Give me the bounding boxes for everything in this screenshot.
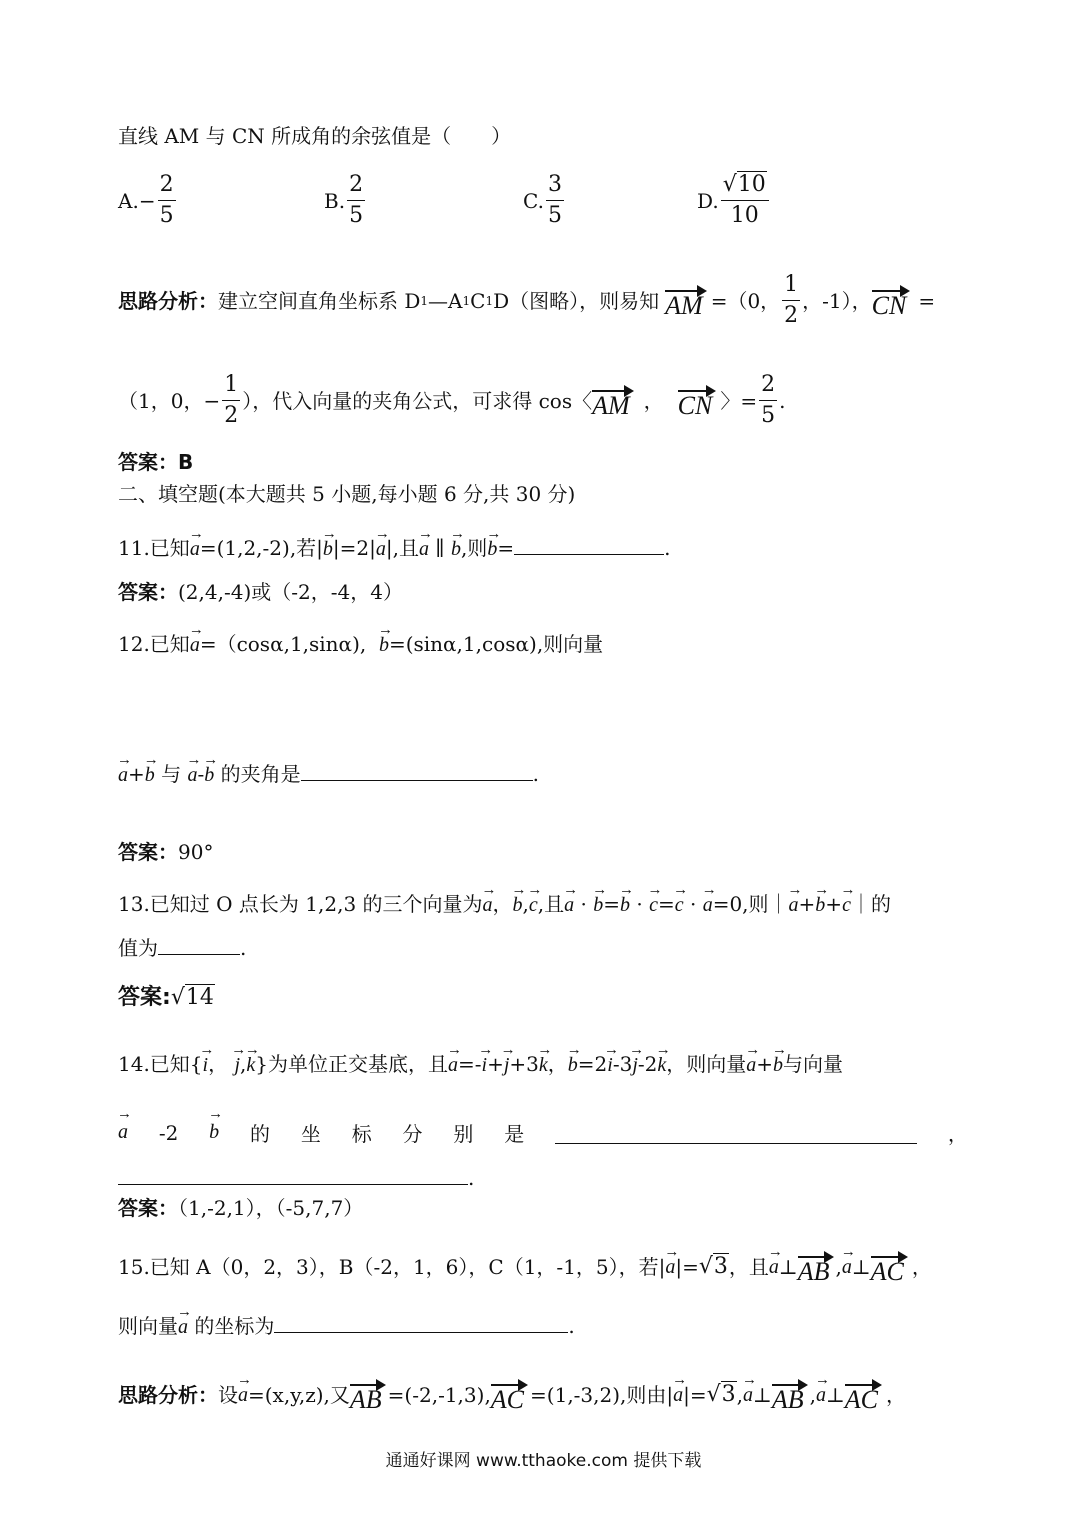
vector-a: → a — [118, 763, 128, 787]
vector-ac: AC — [844, 1385, 879, 1414]
q14-stem: 14.已知{→ i， → j,→ k}为单位正交基底，且→ a=-→ i+→ j+3→ k，→ b=2→ i-3→ j-2→ k，则向量→ a+→ b与向量 — [118, 1052, 843, 1077]
vector-a: → a — [746, 1053, 756, 1077]
vector-k: → k — [539, 1053, 548, 1077]
vector-b: → b — [451, 537, 461, 561]
answer-blank — [118, 1162, 468, 1185]
q12-answer: 答案：90° — [118, 840, 214, 864]
vector-i: → i — [203, 1053, 209, 1077]
q11-stem: 11.已知→ a=(1,2,-2),若|→ b|=2|→ a|,且→ a ∥ → b,则→ b= . — [118, 536, 670, 561]
vector-b: → b — [209, 1121, 219, 1144]
vector-a: → a — [238, 1383, 248, 1407]
vector-ab: AB — [771, 1385, 804, 1414]
vector-b: → b — [513, 893, 523, 917]
vector-ab: AB — [349, 1385, 382, 1414]
vector-b: → b — [815, 893, 825, 917]
q15-stem: 15.已知 A（0，2，3），B（-2，1，6），C（1，-1，5），若| → a |= √3 ，且 → a ⊥ AB , → a ⊥ AC ， — [118, 1250, 932, 1284]
vector-b: → b — [773, 1053, 783, 1077]
vector-c: → c — [675, 893, 684, 917]
vector-a: → a — [483, 893, 493, 917]
q14-answer: 答案：（1,-2,1），（-5,7,7） — [118, 1196, 364, 1220]
q10-analysis-line1: 思路分析： 建立空间直角坐标系 D 1 —A 1 C 1 D（图略），则易知 AM =（0， $\frac{1}{2}$ ，-1）， CN = — [118, 272, 936, 328]
vector-a: → a — [665, 1255, 675, 1279]
vector-ac: AC — [490, 1385, 525, 1414]
vector-cn: CN — [871, 290, 907, 320]
vector-b: → b — [620, 893, 630, 917]
section-header: 二、填空题(本大题共 5 小题,每小题 6 分,共 30 分) — [118, 482, 576, 506]
vector-a: → a — [190, 633, 200, 657]
option-b: B. $\frac{2}{5}$ — [324, 172, 364, 228]
vector-a: → a — [842, 1255, 852, 1279]
answer-blank — [158, 954, 240, 955]
vector-i: → i — [607, 1053, 613, 1077]
q14-stem-line2: → a -2 → b 的 坐 标 分 别 是 ， — [118, 1118, 968, 1147]
q10-answer: 答案：B — [118, 450, 194, 474]
vector-j: → j — [632, 1053, 638, 1077]
vector-a: → a — [769, 1255, 779, 1279]
q12-stem: 12.已知→ a=（cosα,1,sinα), → b=(sinα,1,cosα),则向量 — [118, 632, 603, 657]
vector-a: → a — [187, 763, 197, 787]
q10-analysis-line2: （1，0，− $\frac{1}{2}$ ），代入向量的夹角公式，可求得 cos〈 AM ， CN 〉= $\frac{2}{5}$ . — [118, 372, 786, 428]
vector-b: → b — [204, 763, 214, 787]
page-footer: 通通好课网 www.tthaoke.com 提供下载 — [385, 1451, 702, 1471]
vector-am: AM — [592, 390, 630, 420]
option-c: C. $\frac{3}{5}$ — [523, 172, 562, 228]
vector-c: → c — [529, 893, 538, 917]
vector-j: → j — [234, 1053, 240, 1077]
vector-ac: AC — [870, 1257, 904, 1286]
vector-a: → a — [419, 537, 429, 561]
vector-k: → k — [657, 1053, 666, 1077]
q11-answer: 答案：(2,4,-4)或（-2，-4，4） — [118, 580, 403, 604]
vector-c: → c — [842, 893, 851, 917]
vector-c: → c — [649, 893, 658, 917]
answer-blank — [514, 554, 664, 555]
vector-b: → b — [379, 633, 389, 657]
option-d: D. $\frac{√10}{10}$ — [697, 172, 771, 229]
vector-ab: AB — [797, 1257, 830, 1286]
vector-a: → a — [448, 1053, 458, 1077]
vector-am: AM — [665, 290, 703, 320]
vector-a: → a — [743, 1383, 753, 1407]
option-a: A. − $\frac{2}{5}$ — [118, 172, 174, 228]
vector-b: → b — [487, 537, 497, 561]
vector-a: → a — [564, 893, 574, 917]
vector-b: → b — [323, 537, 333, 561]
vector-a: → a — [816, 1383, 826, 1407]
q13-stem: 13.已知过 O 点长为 1,2,3 的三个向量为→ a，→ b,→ c,且→ a · → b=→ b · → c=→ c · → a=0,则｜→ a+→ b+→ c｜的 — [118, 892, 891, 917]
q13-stem-line2: 值为 . — [118, 936, 247, 960]
answer-blank — [274, 1332, 568, 1333]
vector-a: → a — [178, 1315, 188, 1339]
vector-a: → a — [190, 537, 200, 561]
q12-stem-line2: → a+→ b 与 → a-→ b 的夹角是 . — [118, 762, 539, 787]
vector-j: → j — [504, 1053, 510, 1077]
answer-blank — [301, 780, 533, 781]
vector-i: → i — [482, 1053, 488, 1077]
vector-b: → b — [593, 893, 603, 917]
q13-answer: 答案:√14 — [118, 985, 214, 1010]
vector-b: → b — [145, 763, 155, 787]
vector-a: → a — [673, 1383, 683, 1407]
vector-k: → k — [246, 1053, 255, 1077]
vector-a: → a — [376, 537, 386, 561]
q15-stem-line2: 则向量→ a 的坐标为 . — [118, 1314, 575, 1339]
answer-blank — [555, 1121, 917, 1144]
vector-cn: CN — [677, 390, 713, 420]
vector-b: → b — [568, 1053, 578, 1077]
q10-options — [118, 172, 818, 238]
vector-a: → a — [118, 1121, 128, 1144]
vector-a: → a — [789, 893, 799, 917]
q10-stem: 直线 AM 与 CN 所成角的余弦值是（ ） — [118, 124, 512, 148]
q14-stem-line3: . — [118, 1162, 474, 1190]
q15-analysis: 思路分析： 设 → a =(x,y,z),又 AB =(-2,-1,3), AC =(1,-3,2),则由| → a |= √3 , → a ⊥ AB , → a ⊥ AC ， — [118, 1378, 906, 1412]
vector-a: → a — [703, 893, 713, 917]
